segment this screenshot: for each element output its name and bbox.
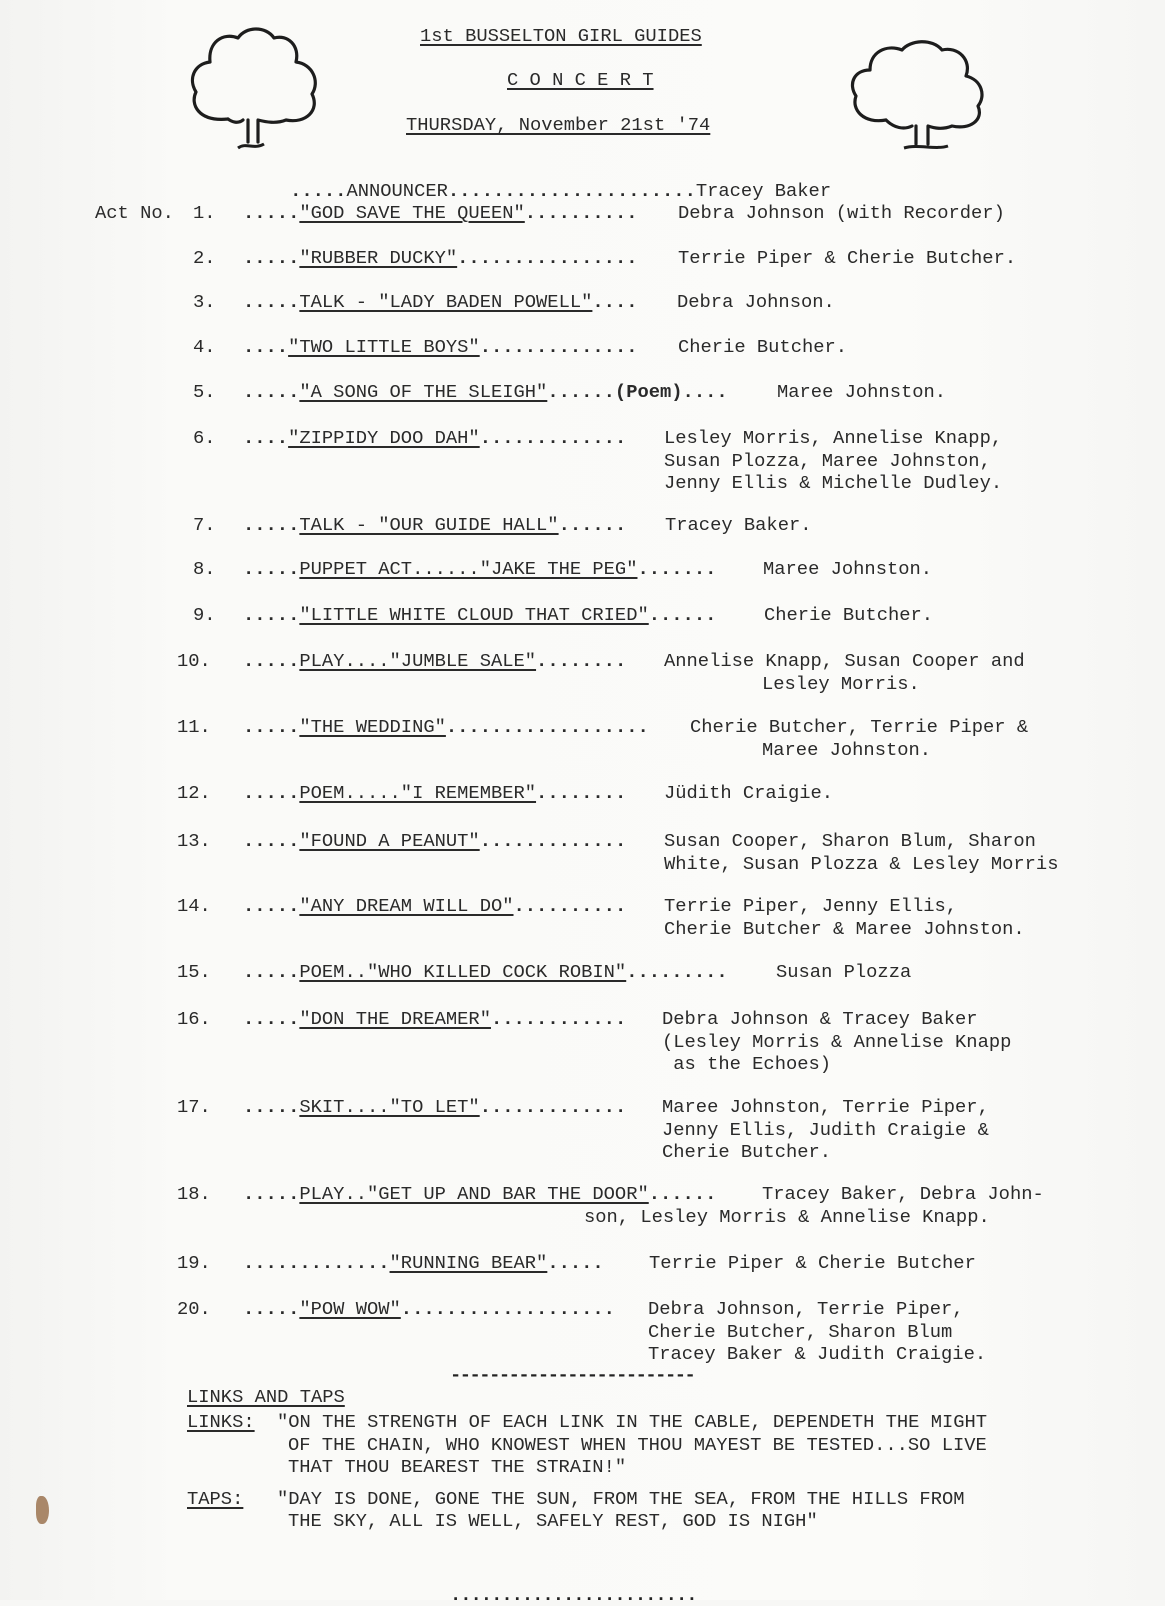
act-performers: Susan Plozza, Maree Johnston, [664,449,991,472]
event-title: C O N C E R T [507,69,654,91]
act-row [243,381,728,403]
act-title: "THE WEDDING" [299,716,446,738]
act-title: "POW WOW" [299,1298,401,1320]
act-performers: Debra Johnson (with Recorder) [678,202,1005,224]
leader-dots: ................... [400,1298,615,1320]
leader-dots: ..... [243,716,300,738]
act-number: 9. [193,604,216,626]
act-performers: Debra Johnson. [677,291,835,313]
leader-dots: ..... [243,1008,300,1030]
act-number: 7. [193,514,216,536]
leader-dots: ..... [243,202,300,224]
separator-line: ------------------------- [450,1364,695,1386]
org-title: 1st BUSSELTON GIRL GUIDES [420,25,702,47]
act-performers: Debra Johnson & Tracey Baker [662,1008,978,1030]
act-row [243,291,638,313]
act-number: 12. [177,782,211,804]
leader-dots: ..... [547,1252,604,1274]
act-row [243,1183,716,1205]
leader-dots: .......... [524,202,638,224]
leader-dots: ..... [243,291,300,313]
leader-dots: .......... [513,895,627,917]
links-label: LINKS: [187,1411,255,1433]
act-performers: Cherie Butcher, Sharon Blum [648,1320,953,1343]
act-title: "TWO LITTLE BOYS" [288,336,480,358]
act-performers: Tracey Baker. [665,514,812,536]
announcer-name: Tracey Baker [695,180,832,202]
act-title: POEM.."WHO KILLED COCK ROBIN" [299,961,627,983]
act-performers: Maree Johnston. [777,381,947,403]
act-number: 19. [177,1252,211,1274]
act-title: "ZIPPIDY DOO DAH" [288,427,480,449]
act-performers: Jenny Ellis & Michelle Dudley. [664,472,1003,494]
act-performers: Susan Plozza [776,961,912,983]
leader-dots: ............. [479,830,627,852]
leader-dots: ............. [479,427,627,449]
act-row [243,558,716,580]
act-row [243,1298,615,1320]
act-performers: Cherie Butcher & Maree Johnston. [664,917,1025,940]
right-tree-icon [846,32,996,157]
leader-dots: ........ [536,782,627,804]
act-title: SKIT...."TO LET" [299,1096,480,1118]
leader-dots: ............. [243,1252,390,1274]
act-performers: Cherie Butcher. [678,336,848,358]
act-performers: Terrie Piper & Cherie Butcher [649,1252,976,1274]
leader-dots: ..... [243,650,300,672]
taps-line-1: "DAY IS DONE, GONE THE SUN, FROM THE SEA, FROM THE HILLS FROM [277,1488,965,1510]
act-performers: Cherie Butcher. [662,1141,832,1163]
act-title: "LITTLE WHITE CLOUD THAT CRIED" [299,604,649,626]
leader-dots: .... [243,336,289,358]
act-number: 11. [177,716,211,738]
act-performers: Debra Johnson, Terrie Piper, [648,1298,964,1320]
act-title: PUPPET ACT......"JAKE THE PEG" [299,558,638,580]
leader-dots: ..... [290,180,347,202]
paper-stain [36,1496,49,1524]
act-performers: Tracey Baker, Debra John- [762,1183,1044,1205]
act-number: 20. [177,1298,211,1320]
act-performers: Jenny Ellis, Judith Craigie & [662,1118,989,1141]
leader-dots: ....... [637,558,717,580]
act-performers: Cherie Butcher. [764,604,934,626]
act-performers: Tracey Baker & Judith Craigie. [648,1343,987,1365]
footer-dots: ........................ [450,1584,697,1606]
leader-dots: ................ [457,247,638,269]
leader-dots: .... [592,291,638,313]
act-row [243,427,626,449]
act-title: "FOUND A PEANUT" [299,830,480,852]
leader-dots: ..... [243,558,300,580]
leader-dots: .............. [479,336,638,358]
act-number: 3. [193,291,216,313]
act-performers: Lesley Morris. [762,672,920,695]
act-performers: Terrie Piper, Jenny Ellis, [664,895,958,917]
leader-dots: .... [243,427,289,449]
act-row [243,1096,626,1118]
act-number: 15. [177,961,211,983]
act-performers: Cherie Butcher, Terrie Piper & [690,716,1029,738]
leader-dots: ......... [626,961,728,983]
act-number: 8. [193,558,216,580]
act-number: 5. [193,381,216,403]
links-line-3: THAT THOU BEAREST THE STRAIN!" [288,1456,627,1478]
act-row [243,514,626,536]
act-performers: Maree Johnston. [762,738,932,761]
act-title: "RUBBER DUCKY" [299,247,458,269]
act-performers: son, Lesley Morris & Annelise Knapp. [584,1205,990,1228]
leader-dots: ...... [648,604,717,626]
act-row [243,604,716,626]
act-title: "RUNNING BEAR" [389,1252,548,1274]
act-number: 16. [177,1008,211,1030]
act-performers: Susan Cooper, Sharon Blum, Sharon [664,830,1036,852]
act-row [243,716,649,738]
act-number: 2. [193,247,216,269]
act-performers: Maree Johnston, Terrie Piper, [662,1096,989,1118]
act-performers: as the Echoes) [662,1053,832,1075]
act-title: PLAY...."JUMBLE SALE" [299,650,537,672]
links-taps-heading: LINKS AND TAPS [187,1386,345,1408]
act-number: 13. [177,830,211,852]
leader-dots: ......(Poem).... [547,381,728,403]
leader-dots: ........ [536,650,627,672]
leader-dots: ...................... [447,180,696,202]
act-number: 17. [177,1096,211,1118]
act-title: POEM....."I REMEMBER" [299,782,537,804]
leader-dots: ..... [243,514,300,536]
act-number: 6. [193,427,216,449]
act-title: TALK - "LADY BADEN POWELL" [299,291,593,313]
announcer-label: ANNOUNCER [346,180,448,202]
act-title: PLAY.."GET UP AND BAR THE DOOR" [299,1183,649,1205]
act-row [243,1008,626,1030]
acts-prefix: Act No. [95,202,174,224]
act-title: "GOD SAVE THE QUEEN" [299,202,525,224]
act-performers: (Lesley Morris & Annelise Knapp [662,1030,1012,1053]
leader-dots: ..... [243,1183,300,1205]
act-row [243,895,626,917]
leader-dots: ..... [243,782,300,804]
leader-dots: ..... [243,381,300,403]
links-line-1: "ON THE STRENGTH OF EACH LINK IN THE CABLE, DEPENDETH THE MIGHT [277,1411,988,1433]
leader-dots: ............ [490,1008,627,1030]
act-performers: Lesley Morris, Annelise Knapp, [664,427,1003,449]
leader-dots: ..... [243,895,300,917]
act-performers: White, Susan Plozza & Lesley Morris [664,852,1059,875]
leader-dots: ..... [243,830,300,852]
act-number: 18. [177,1183,211,1205]
leader-dots: ...... [648,1183,717,1205]
act-row [243,782,626,804]
leader-dots: ..... [243,1298,300,1320]
act-row [243,1252,604,1274]
leader-dots: ..... [243,604,300,626]
event-date: THURSDAY, November 21st '74 [406,114,711,136]
act-number: 1. [193,202,216,224]
act-row [243,961,728,983]
act-performers: Terrie Piper & Cherie Butcher. [678,247,1017,269]
taps-label: TAPS: [187,1488,244,1510]
leader-dots: ............. [479,1096,627,1118]
act-row [243,650,626,672]
act-title: "ANY DREAM WILL DO" [299,895,514,917]
act-number: 14. [177,895,211,917]
left-tree-icon [188,24,328,154]
leader-dots: ..... [243,961,300,983]
taps-line-2: THE SKY, ALL IS WELL, SAFELY REST, GOD IS NIGH" [288,1510,818,1532]
act-performers: Jüdith Craigie. [664,782,834,804]
leader-dots: ...... [558,514,627,536]
act-title: TALK - "OUR GUIDE HALL" [299,514,559,536]
act-row [243,202,638,224]
act-performers: Annelise Knapp, Susan Cooper and [664,650,1025,672]
leader-dots: ..... [243,1096,300,1118]
act-title: "DON THE DREAMER" [299,1008,491,1030]
act-row [243,336,638,358]
act-number: 10. [177,650,211,672]
leader-dots: ..... [243,247,300,269]
leader-dots: .................. [445,716,649,738]
links-line-2: OF THE CHAIN, WHO KNOWEST WHEN THOU MAYEST BE TESTED...SO LIVE [288,1434,987,1456]
act-performers: Maree Johnston. [763,558,933,580]
act-row [243,830,626,852]
act-number: 4. [193,336,216,358]
act-title: "A SONG OF THE SLEIGH" [299,381,548,403]
act-row [243,247,638,269]
